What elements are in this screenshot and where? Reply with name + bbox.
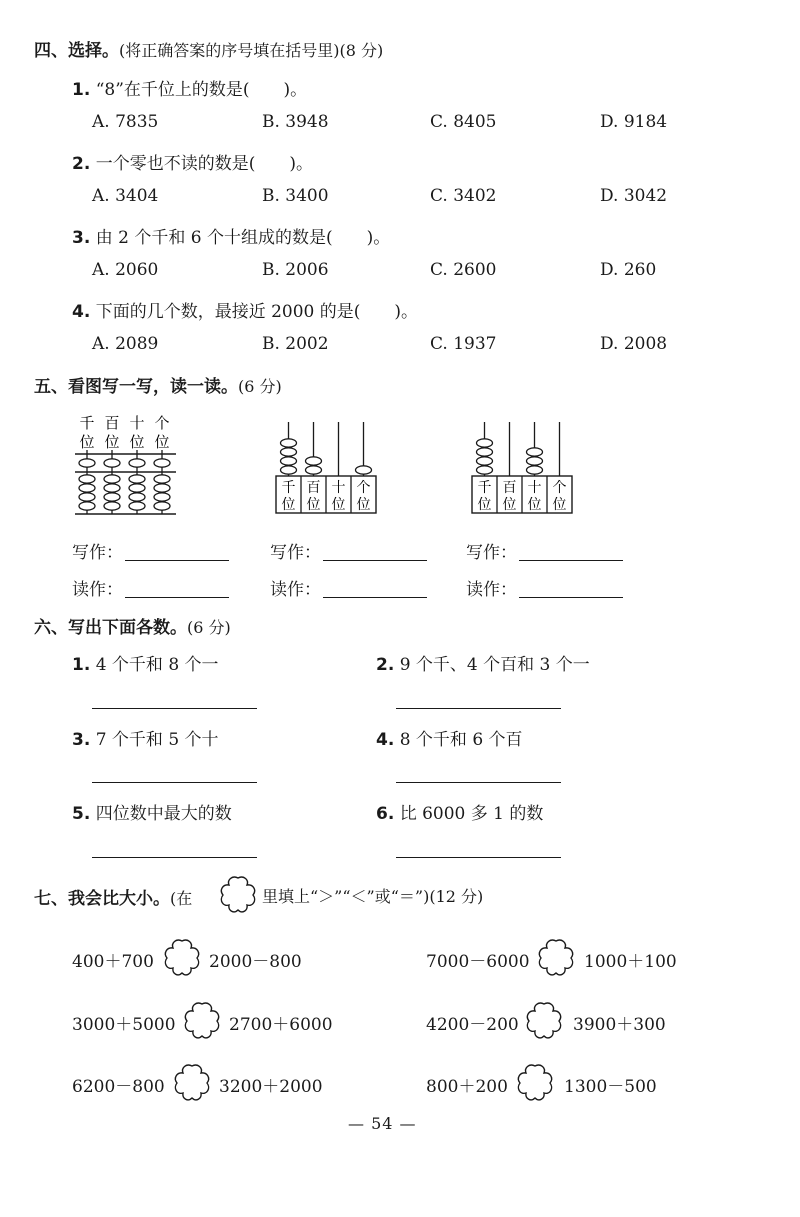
abacus-bead [104, 493, 120, 501]
place-label-bottom: 位 [104, 433, 120, 451]
expr-left: 6200－800 [72, 1077, 165, 1097]
place-label-top: 个 [552, 480, 567, 496]
abacus-bead [154, 475, 170, 483]
expr-right: 2700＋6000 [229, 1015, 333, 1035]
compare-box-flower-icon[interactable] [534, 935, 578, 979]
place-label-top: 百 [502, 480, 517, 496]
answer-line-5[interactable] [92, 857, 257, 858]
expr-left: 4200－200 [426, 1015, 519, 1035]
option-1c[interactable]: C. 8405 [430, 112, 497, 132]
place-label-top: 千 [79, 414, 95, 432]
abacus-bead [129, 502, 145, 510]
answer-line[interactable] [323, 597, 427, 598]
abacus-frame-2 [272, 418, 382, 518]
item-text: 四位数中最大的数 [95, 804, 232, 824]
item-number: 3. [72, 730, 91, 750]
answer-line[interactable] [519, 597, 623, 598]
expr-right: 3900＋300 [573, 1015, 666, 1035]
abacus-bead [104, 502, 120, 510]
option-2a[interactable]: A. 3404 [92, 186, 159, 206]
place-label-bottom: 位 [527, 497, 542, 513]
question-number: 3. [72, 228, 91, 248]
abacus-bead [104, 475, 120, 483]
abacus-bead [104, 459, 120, 467]
abacus-bead [306, 466, 322, 474]
section-6-note: (6 分) [187, 618, 231, 637]
compare-box-flower-icon[interactable] [160, 935, 204, 979]
item-text: 7 个千和 5 个十 [95, 730, 219, 750]
place-label-bottom: 位 [154, 433, 170, 451]
section-5-note: (6 分) [238, 377, 282, 396]
option-4c[interactable]: C. 1937 [430, 334, 497, 354]
compare-box-flower-icon[interactable] [170, 1060, 214, 1104]
question-text: 由 2 个千和 6 个十组成的数是( )。 [95, 228, 391, 248]
write-row-2 [270, 538, 427, 563]
flower-box-icon [216, 872, 260, 916]
question-text: “8”在千位上的数是( )。 [95, 80, 308, 100]
read-row-2 [270, 575, 427, 600]
write-label: 写作： [270, 543, 321, 563]
place-label-bottom: 位 [331, 497, 346, 513]
place-label-top: 百 [104, 414, 120, 432]
answer-line-6[interactable] [396, 857, 561, 858]
item-number: 5. [72, 804, 91, 824]
abacus-bead [281, 439, 297, 447]
section-4-note: (将正确答案的序号填在括号里)(8 分) [119, 41, 384, 60]
read-label: 读作： [466, 580, 517, 600]
question-text: 一个零也不读的数是( )。 [95, 154, 313, 174]
question-2 [72, 149, 313, 174]
item-text: 8 个千和 6 个百 [399, 730, 523, 750]
place-label-top: 十 [527, 480, 542, 496]
abacus-bead [154, 493, 170, 501]
option-4a[interactable]: A. 2089 [92, 334, 159, 354]
abacus-3 [472, 422, 572, 513]
expr-right: 1000＋100 [584, 952, 677, 972]
section-5-heading [34, 372, 282, 397]
place-label-bottom: 位 [502, 497, 517, 513]
expr-left: 800＋200 [426, 1077, 508, 1097]
read-row-3 [466, 575, 623, 600]
item-4 [376, 725, 523, 750]
write-label: 写作： [72, 543, 123, 563]
abacus-bead [281, 466, 297, 474]
abacus-bead [356, 466, 372, 474]
abacus-bead [477, 439, 493, 447]
expr-right: 3200＋2000 [219, 1077, 323, 1097]
abacus-bead [129, 459, 145, 467]
answer-line[interactable] [323, 560, 427, 561]
item-3 [72, 725, 219, 750]
abacus-bead [154, 484, 170, 492]
item-1 [72, 650, 219, 675]
compare-box-flower-icon[interactable] [522, 998, 566, 1042]
abacus-bead [477, 457, 493, 465]
abacus-bead [79, 502, 95, 510]
option-1b[interactable]: B. 3948 [262, 112, 329, 132]
answer-line-2[interactable] [396, 708, 561, 709]
abacus-bead [79, 484, 95, 492]
answer-line[interactable] [125, 597, 229, 598]
place-label-top: 千 [477, 480, 492, 496]
write-label: 写作： [466, 543, 517, 563]
section-4-title: 四、选择。 [34, 41, 119, 61]
abacus-bead [281, 448, 297, 456]
abacus-bead [79, 475, 95, 483]
abacus-bead [129, 493, 145, 501]
option-4d[interactable]: D. 2008 [600, 334, 668, 354]
abacus-bead [527, 466, 543, 474]
read-label: 读作： [270, 580, 321, 600]
section-7-note-after-wrap [262, 884, 483, 907]
abacus-bead [281, 457, 297, 465]
abacus-bead [306, 457, 322, 465]
item-text: 比 6000 多 1 的数 [399, 804, 544, 824]
place-label-top: 个 [356, 480, 371, 496]
read-label: 读作： [72, 580, 123, 600]
place-label-top: 十 [331, 480, 346, 496]
abacus-bead [527, 448, 543, 456]
place-label-bottom: 位 [552, 497, 567, 513]
question-3 [72, 223, 390, 248]
expr-right: 2000－800 [209, 952, 302, 972]
question-text: 下面的几个数，最接近 2000 的是( )。 [95, 302, 419, 322]
place-label-bottom: 位 [79, 433, 95, 451]
expr-left: 7000－6000 [426, 952, 530, 972]
place-label-bottom: 位 [306, 497, 321, 513]
item-2 [376, 650, 590, 675]
answer-line-3[interactable] [92, 782, 257, 783]
section-6-heading [34, 613, 231, 638]
section-7-heading [34, 884, 192, 909]
page-number: — 54 — [348, 1114, 417, 1133]
answer-line[interactable] [519, 560, 623, 561]
compare-box-flower-icon[interactable] [513, 1060, 557, 1104]
abacus-bead [154, 459, 170, 467]
answer-line-4[interactable] [396, 782, 561, 783]
compare-box-flower-icon[interactable] [180, 998, 224, 1042]
section-5-title: 五、看图写一写，读一读。 [34, 377, 238, 397]
option-2d[interactable]: D. 3042 [600, 186, 668, 206]
expr-left: 400＋700 [72, 952, 154, 972]
option-3a[interactable]: A. 2060 [92, 260, 159, 280]
option-1d[interactable]: D. 9184 [600, 112, 668, 132]
item-text: 9 个千、4 个百和 3 个一 [399, 655, 590, 675]
answer-line-1[interactable] [92, 708, 257, 709]
option-3c[interactable]: C. 2600 [430, 260, 497, 280]
abacus-1-rods [79, 450, 170, 514]
place-label-bottom: 位 [281, 497, 296, 513]
item-6 [376, 799, 543, 824]
abacus-bead [79, 459, 95, 467]
place-label-bottom: 位 [477, 497, 492, 513]
question-1 [72, 75, 307, 100]
option-2b[interactable]: B. 3400 [262, 186, 329, 206]
item-number: 4. [376, 730, 395, 750]
item-number: 2. [376, 655, 395, 675]
abacus-bead [129, 484, 145, 492]
write-row-1 [72, 538, 229, 563]
place-label-top: 个 [154, 414, 170, 432]
item-5 [72, 799, 232, 824]
abacus-bead [154, 502, 170, 510]
option-2c[interactable]: C. 3402 [430, 186, 497, 206]
abacus-1-labels [79, 414, 169, 451]
section-7-note-before: (在 [170, 889, 193, 908]
abacus-bead [527, 457, 543, 465]
read-row-1 [72, 575, 229, 600]
place-label-top: 百 [306, 480, 321, 496]
option-4b[interactable]: B. 2002 [262, 334, 329, 354]
place-label-bottom: 位 [356, 497, 371, 513]
section-6-title: 六、写出下面各数。 [34, 618, 187, 638]
place-label-top: 十 [129, 414, 145, 432]
section-7-title: 七、我会比大小。 [34, 889, 170, 909]
question-number: 2. [72, 154, 91, 174]
expr-left: 3000＋5000 [72, 1015, 176, 1035]
section-7-note-after: 里填上“＞”“＜”或“＝”)(12 分) [262, 887, 484, 906]
option-1a[interactable]: A. 7835 [92, 112, 159, 132]
place-label-bottom: 位 [129, 433, 145, 451]
section-4-heading [34, 36, 383, 61]
item-number: 1. [72, 655, 91, 675]
item-text: 4 个千和 8 个一 [95, 655, 219, 675]
option-3d[interactable]: D. 260 [600, 260, 657, 280]
question-number: 4. [72, 302, 91, 322]
place-label-top: 千 [281, 480, 296, 496]
abacus-frame-3 [468, 418, 578, 518]
answer-line[interactable] [125, 560, 229, 561]
abacus-bead [477, 466, 493, 474]
abacus-frame-1 [70, 412, 180, 518]
abacus-bead [104, 484, 120, 492]
abacus-bead [129, 475, 145, 483]
write-row-3 [466, 538, 623, 563]
item-number: 6. [376, 804, 395, 824]
abacus-2 [276, 422, 376, 513]
expr-right: 1300－500 [564, 1077, 657, 1097]
question-number: 1. [72, 80, 91, 100]
question-4 [72, 297, 418, 322]
abacus-bead [79, 493, 95, 501]
option-3b[interactable]: B. 2006 [262, 260, 329, 280]
abacus-bead [477, 448, 493, 456]
